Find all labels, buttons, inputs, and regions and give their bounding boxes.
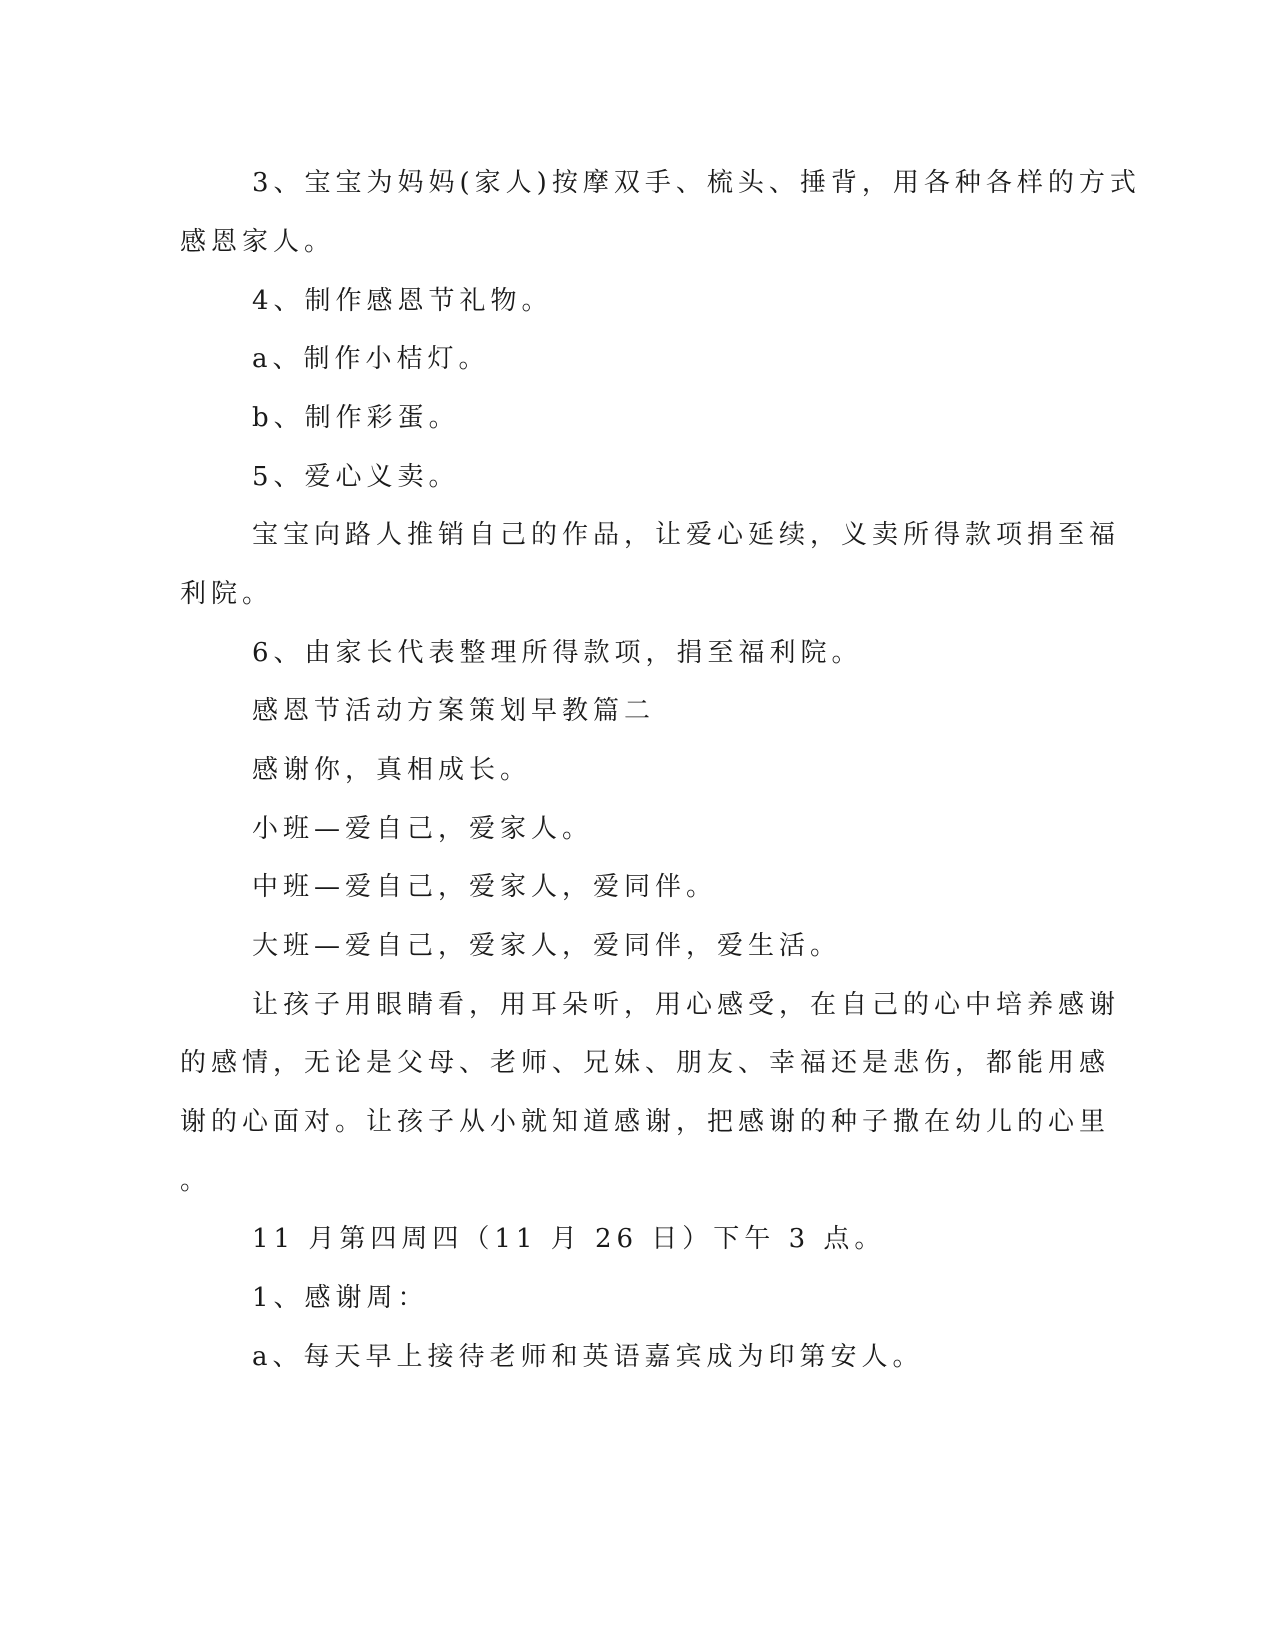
paragraph-line: 1、感谢周： [252,1283,429,1313]
paragraph-line: 5、爱心义卖。 [252,462,460,492]
paragraph-line: 。 [180,1166,212,1196]
paragraph-line: a、制作小桔灯。 [252,344,490,374]
paragraph-line: 中班—爱自己，爱家人，爱同伴。 [252,872,718,902]
paragraph-line: 的感情，无论是父母、老师、兄妹、朋友、幸福还是悲伤，都能用感 [180,1048,1111,1078]
paragraph-line: 小班—爱自己，爱家人。 [252,814,594,844]
paragraph-line: 感恩家人。 [180,227,336,257]
paragraph-line: 感谢你，真相成长。 [252,755,532,785]
paragraph-line: 让孩子用眼睛看，用耳朵听，用心感受，在自己的心中培养感谢 [252,990,1121,1020]
paragraph-line: 宝宝向路人推销自己的作品，让爱心延续，义卖所得款项捐至福 [252,520,1121,550]
paragraph-line: 6、由家长代表整理所得款项，捐至福利院。 [252,638,863,668]
paragraph-line: b、制作彩蛋。 [252,403,460,433]
paragraph-line: 谢的心面对。让孩子从小就知道感谢，把感谢的种子撒在幼儿的心里 [180,1107,1111,1137]
paragraph-line: 大班—爱自己，爱家人，爱同伴，爱生活。 [252,931,842,961]
paragraph-line: 4、制作感恩节礼物。 [252,286,553,316]
paragraph-line: 3、宝宝为妈妈(家人)按摩双手、梳头、捶背，用各种各样的方式 [252,168,1141,198]
paragraph-line: a、每天早上接待老师和英语嘉宾成为印第安人。 [252,1342,924,1372]
paragraph-line: 11 月第四周四（11 月 26 日）下午 3 点。 [252,1224,886,1254]
paragraph-line: 利院。 [180,579,274,609]
section-heading: 感恩节活动方案策划早教篇二 [252,696,656,726]
